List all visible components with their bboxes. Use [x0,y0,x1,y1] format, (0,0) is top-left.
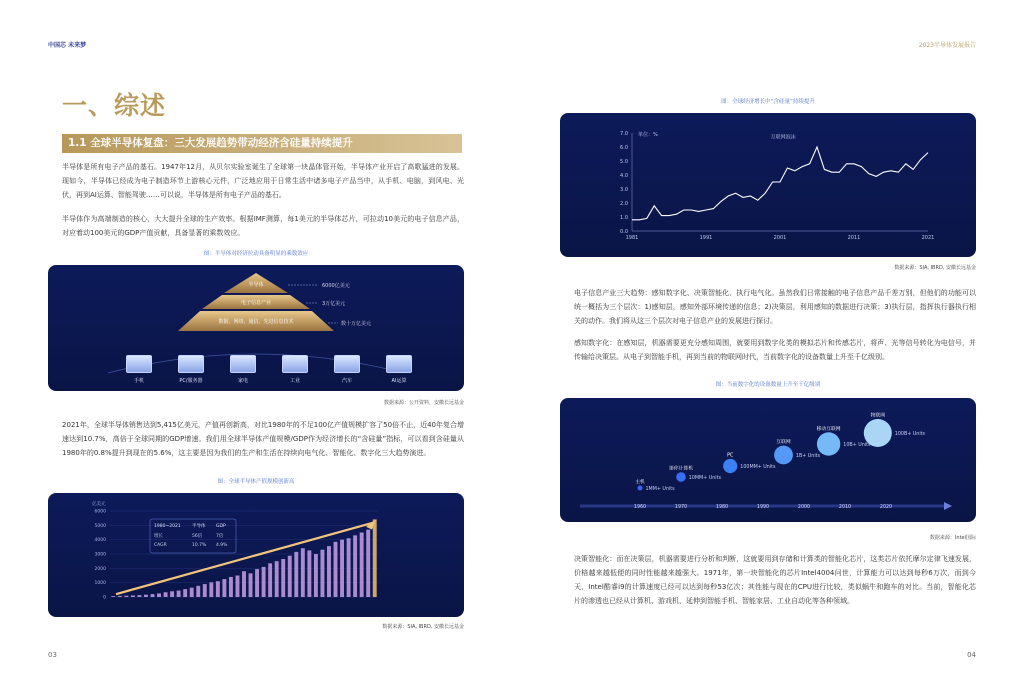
right-paragraph-2-text: 感知数字化：在感知层，机器需要更充分感知周围，就要用到数字化类的模拟芯片和传感芯片，将声、光等信号转化为电信号，并传输给决策层。从电子到智能手机，再到当前的物联网时代，当前数字化的设备数量上升至千亿级别。 [574,339,976,361]
era-units: 100MM+ Units [740,464,776,470]
bubble-annotation: 互联网泡沫 [770,134,796,141]
summary-table-cell: 56倍 [192,534,203,539]
revenue-bar [209,582,213,597]
revenue-bar [203,584,207,597]
revenue-y-tick: 3000 [94,552,106,558]
summary-table-header: 1980~2021 [154,524,181,529]
revenue-bar [151,594,155,597]
paragraph-2-text: 半导体作为高端制造的核心，大大提升全球的生产效率。根据IMF测算，每1美元的半导体芯片，可拉动10美元的电子信息产品，对应着动100美元的GDP产值贡献，具备显著的乘数效应。 [62,215,464,237]
pyramid-bottom-label: 数据、网络、通信、先进信息技术 [218,319,294,325]
right-paragraph-1-text: 电子信息产业三大趋势：感知数字化、决策智能化、执行电气化。虽然我们日常接触的电子信息产品千差万别，但他们的功能可以统一概括为三个层次：1)感知层，感知外部环境传递的信息；2)决策层，利用感知的数据进行决策；3)执行层，指挥执行器执行相关的动作。我们将从这三个层次对电子信息产业的发展进行探讨。 [574,289,976,325]
revenue-y-tick: 6000 [94,509,106,515]
revenue-bar [111,596,115,597]
revenue-bar [137,595,141,597]
revenue-bar [301,548,305,597]
revenue-bar [255,569,259,597]
revenue-bar [222,579,226,597]
device-label-pc: PC/服务器 [179,378,203,384]
era-bubble [864,419,892,447]
device-label-phone: 手机 [133,378,144,384]
revenue-bar [314,554,318,597]
revenue-bar [366,530,370,597]
section-heading: 1.1 全球半导体复盘：三大发展趋势带动经济含硅量持续提升 [62,134,462,153]
pyramid-note-1: 6000亿美元 [322,283,350,289]
pyramid-top-label: 半导体 [248,282,264,288]
revenue-bar [249,573,253,597]
silicon-content-line [632,147,928,220]
pyramid-note-3: 数十万亿美元 [341,321,372,327]
paragraph-3 [48,418,464,460]
revenue-y-tick: 1000 [94,581,106,587]
pyramid-note-2: 3万亿美元 [322,301,346,307]
silicon-y-tick: 7.0 [620,130,628,137]
figure-4-source: 数据来源：Intel国际 [929,535,976,541]
timeline-tick: 1970 [674,505,688,510]
revenue-y-tick: 2000 [94,566,106,572]
revenue-bar [360,533,364,598]
revenue-bar [183,589,187,597]
silicon-y-tick: 0.0 [620,228,628,235]
paragraph-1 [48,160,464,202]
silicon-y-tick: 6.0 [620,144,628,151]
revenue-bar [281,559,285,597]
silicon-x-tick: 1991 [699,235,713,241]
device-count-chart-svg [560,398,976,522]
appliance-icon [230,355,256,373]
pc-server-icon [178,355,204,373]
device-label-appliance: 家电 [237,378,248,384]
revenue-bar [196,586,200,597]
revenue-bar [124,596,128,597]
revenue-bar [340,540,344,597]
page-number-right: 04 [967,651,976,659]
paragraph-3-text: 2021年，全球半导体销售达到5,415亿美元，产值再创新高，对比1980年的不足100亿产值规模扩容了50倍不止，近40年复合增速达到10.7%，高倍于全球同期的GDP增速。我们用全球半导体产值规模/GDP作为经济增长的“含硅量”指标，可以看到含硅量从1980年的0.8%提升到现在的5.6%，这主要是因为我们的生产和生活在持续向电气化、智能化、数字化三大趋势演进。 [62,421,464,457]
revenue-chart-panel [48,493,464,617]
era-units: 1B+ Units [795,453,821,459]
chapter-title: 一、综述 [62,91,167,120]
silicon-y-tick: 1.0 [620,214,628,221]
silicon-y-unit: 单位：% [638,131,658,138]
revenue-bar [307,550,311,597]
device-count-chart-panel [560,398,976,522]
page-number-left: 03 [48,651,57,659]
revenue-bar [353,535,357,597]
silicon-x-tick: 2011 [847,235,861,241]
revenue-y-tick: 0 [103,595,106,601]
revenue-bar [327,546,331,597]
header-report-title: 2023半导体发展报告 [918,42,976,49]
figure-1-source: 数据来源：公开资料，安徽长远基金 [383,400,464,406]
revenue-bar [170,591,174,597]
silicon-y-tick: 5.0 [620,158,628,165]
revenue-bar [347,538,351,597]
revenue-bar [242,571,246,597]
paragraph-1-text: 半导体是所有电子产品的基石。1947年12月，从贝尔实验室诞生了全球第一块晶体管开始，半导体产业开启了高歌猛进的发展。现如今，半导体已经成为电子制造环节上游核心元件，广泛地应用于日常生活中诸多电子产品当中，从手机、电脑，到风电、光伏，再到AI运算、智能驾驶……可以说，半导体是所有电子产品的基石。 [62,163,464,199]
revenue-bar [275,561,279,597]
silicon-y-tick: 3.0 [620,186,628,193]
era-label: PC [727,453,734,459]
car-icon [334,355,360,373]
era-bubble [817,432,840,455]
revenue-bar [268,563,272,597]
era-bubble [774,446,793,465]
silicon-x-tick: 2001 [773,235,787,241]
timeline-tick: 2010 [838,505,852,510]
era-units: 10B+ Units [843,442,871,448]
revenue-bar [262,567,266,597]
era-bubble [723,459,737,473]
era-units: 100B+ Units [894,431,926,437]
phone-icon [126,355,152,373]
ai-icon [386,355,412,373]
revenue-y-tick: 5000 [94,523,106,529]
figure-3-source: 数据来源：SIA, IBRD, 安徽长远基金 [894,265,976,271]
era-label: 主机 [635,480,645,485]
timeline-tick: 2020 [879,505,893,510]
silicon-y-tick: 2.0 [620,200,628,207]
revenue-bar [118,596,122,597]
era-bubble [676,472,686,482]
figure-3-caption: 图：全球经济增长中“含硅量”持续提升 [721,99,815,105]
era-bubble [638,486,643,491]
timeline-tick: 2000 [797,505,811,510]
header-brand: 中国芯 未来梦 [48,42,87,49]
revenue-bar [320,550,324,597]
timeline-arrow [944,502,952,510]
industry-icon [282,355,308,373]
timeline-tick: 1990 [756,505,770,510]
revenue-bar [334,542,338,597]
summary-table-cell: 10.7% [192,543,207,548]
revenue-chart-svg [48,493,464,617]
revenue-bar [144,595,148,597]
figure-1-caption: 图：半导体对经济拉动具备明显的乘数效应 [203,251,309,257]
silicon-content-chart-svg [560,113,976,257]
era-label: 迷你计算机 [669,466,693,472]
paragraph-2 [48,212,464,240]
era-label: 互联网 [776,440,791,446]
era-units: 10MM+ Units [688,475,722,481]
right-paragraph-2 [560,336,976,364]
revenue-bar [236,576,240,598]
summary-table-cell: CAGR [154,543,167,548]
summary-table-header: 半导体 [192,524,206,529]
device-label-industry: 工业 [289,378,300,384]
right-page [512,0,1024,695]
pyramid-middle-label: 电子信息产业 [240,300,271,306]
silicon-x-tick: 1981 [625,235,639,241]
revenue-bar [164,592,168,597]
revenue-y-unit: 亿美元 [92,502,106,507]
revenue-bar [131,595,135,597]
era-units: 1MM+ Units [645,486,675,492]
revenue-bar [373,519,377,597]
right-paragraph-3-text: 决策智能化：而在决策层，机器需要进行分析和判断，这就要用到存储和计算类的智能化芯片，这类芯片依托摩尔定律飞速发展，价格越来越低便的同时性能越来越强大。1971年，第一块智能化的芯片Intel4004问世，计算能力可以达到每秒6万次，而到今天，Intel酷睿i9的计算速度已经可以达到每秒53亿次；其性能与现在的CPU进行比较，类似蜗牛和跑车的对比。当前，智能化芯片的渗透也已经从计算机、游戏机，延伸到智能手机、智能家居、工业自动化等各种领域。 [574,555,976,605]
timeline-tick: 1960 [633,505,647,510]
era-label: 移动互联网 [816,426,841,432]
device-label-ai: AI运算 [391,378,407,384]
revenue-bar [294,552,298,597]
revenue-bar [216,581,220,597]
summary-table-header: GDP [216,524,226,529]
revenue-bar [190,588,194,597]
right-paragraph-1 [560,286,976,328]
figure-2-caption: 图：全球半导体产值规模创新高 [217,479,295,485]
pyramid-figure [48,265,464,391]
summary-table-cell: 4.9% [216,543,228,548]
device-label-car: 汽车 [341,378,352,384]
revenue-bar [288,556,292,597]
era-label: 物联网 [870,413,886,419]
revenue-bar [229,577,233,597]
revenue-bar [157,593,161,597]
summary-table-cell: 7倍 [216,534,224,539]
revenue-y-tick: 4000 [94,538,106,544]
silicon-y-tick: 4.0 [620,172,628,179]
right-paragraph-3 [560,552,976,608]
figure-4-caption: 图：当前数字化的设备数量上升至千亿级别 [715,382,821,388]
summary-table-cell: 增长 [154,534,163,539]
silicon-content-chart-panel [560,113,976,257]
silicon-x-tick: 2021 [921,235,935,241]
revenue-bar [177,591,181,597]
timeline-tick: 1980 [715,505,729,510]
figure-2-source: 数据来源：SIA, IBRD, 安徽长远基金 [382,624,464,630]
